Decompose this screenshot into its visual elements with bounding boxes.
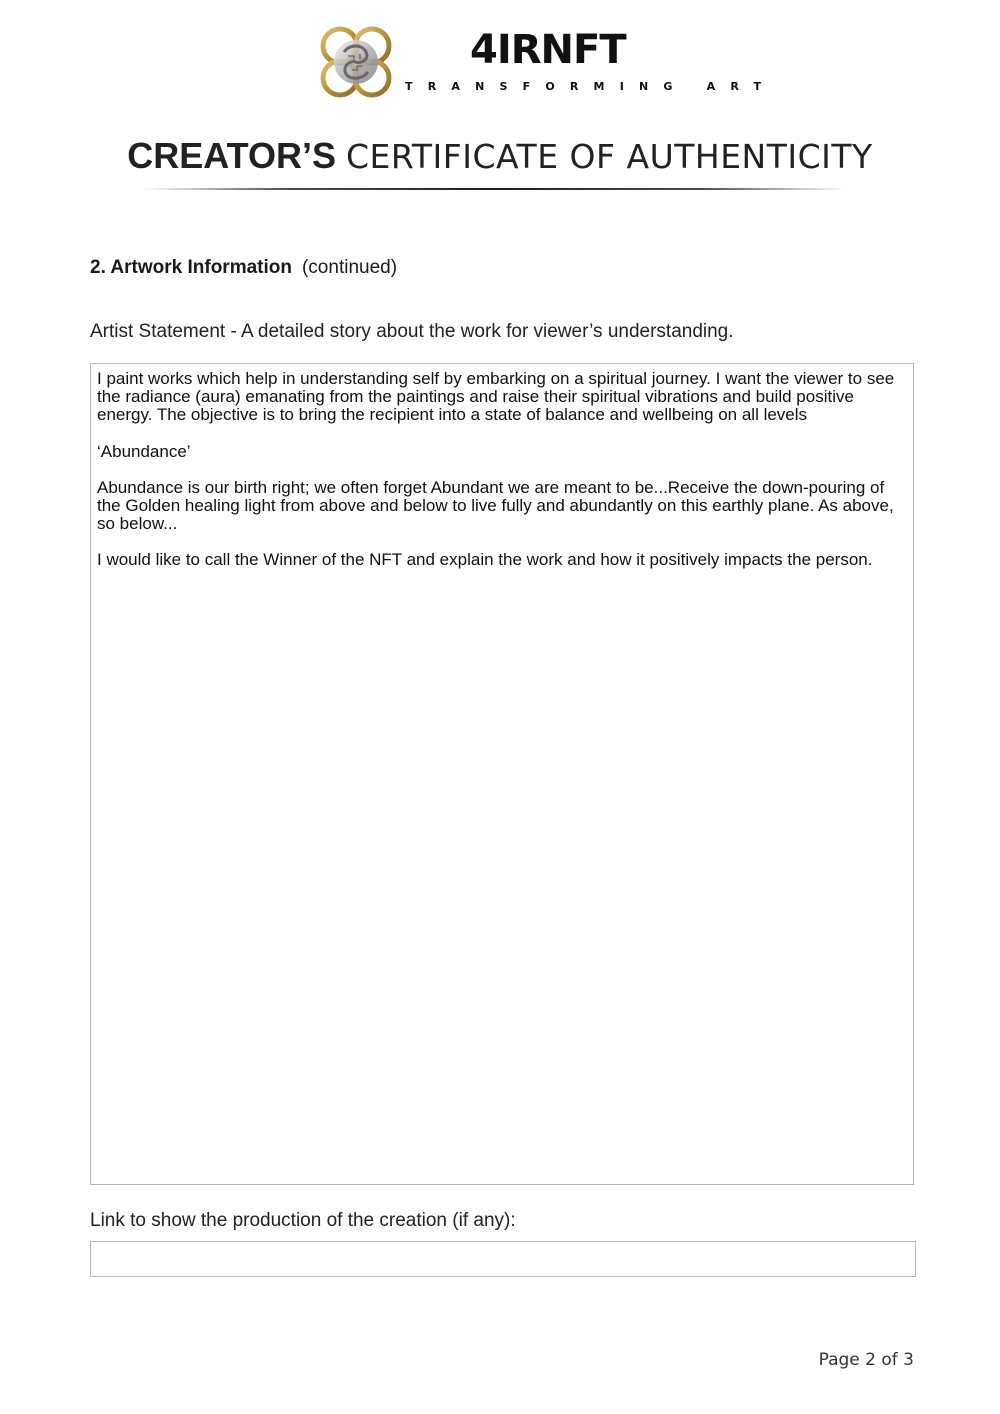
section-title: 2. Artwork Information: [90, 257, 292, 278]
statement-artwork-title: ‘Abundance’: [97, 441, 191, 461]
production-link-field[interactable]: [90, 1241, 916, 1277]
artist-statement-label: Artist Statement - A detailed story about the work for viewer’s understanding.: [90, 321, 734, 342]
section-continued-note: (continued): [301, 257, 398, 278]
section-heading: [90, 257, 397, 279]
brand-name: 4IRNFT: [470, 27, 626, 73]
artist-statement-field[interactable]: [90, 363, 914, 1185]
certificate-title: [0, 136, 1000, 176]
title-divider: [145, 188, 845, 190]
infinity-knot-logo-icon: [316, 22, 396, 102]
statement-paragraph: Abundance is our birth right; we often forget Abundant we are meant to be...Receive the down-pouring of the Golden healing light from above and below to live fully and abundantly on this earthly plane. As above, so below...: [97, 477, 894, 534]
page-number: Page 2 of 3: [818, 1350, 914, 1370]
certificate-title-strong: CREATOR’S: [127, 135, 336, 176]
statement-paragraph: I would like to call the Winner of the NFT and explain the work and how it positively impacts the person.: [97, 550, 873, 570]
production-link-label: Link to show the production of the creation (if any):: [90, 1210, 516, 1231]
statement-paragraph: I paint works which help in understanding self by embarking on a spiritual journey. I want the viewer to see the radiance (aura) emanating from the paintings and raise their spiritual vibrations and build positive energy. The objective is to bring the recipient into a state of balance and wellbeing on all levels: [97, 369, 895, 425]
certificate-title-light: CERTIFICATE OF AUTHENTICITY: [345, 137, 873, 176]
brand-tagline: TRANSFORMING ART: [405, 80, 777, 93]
